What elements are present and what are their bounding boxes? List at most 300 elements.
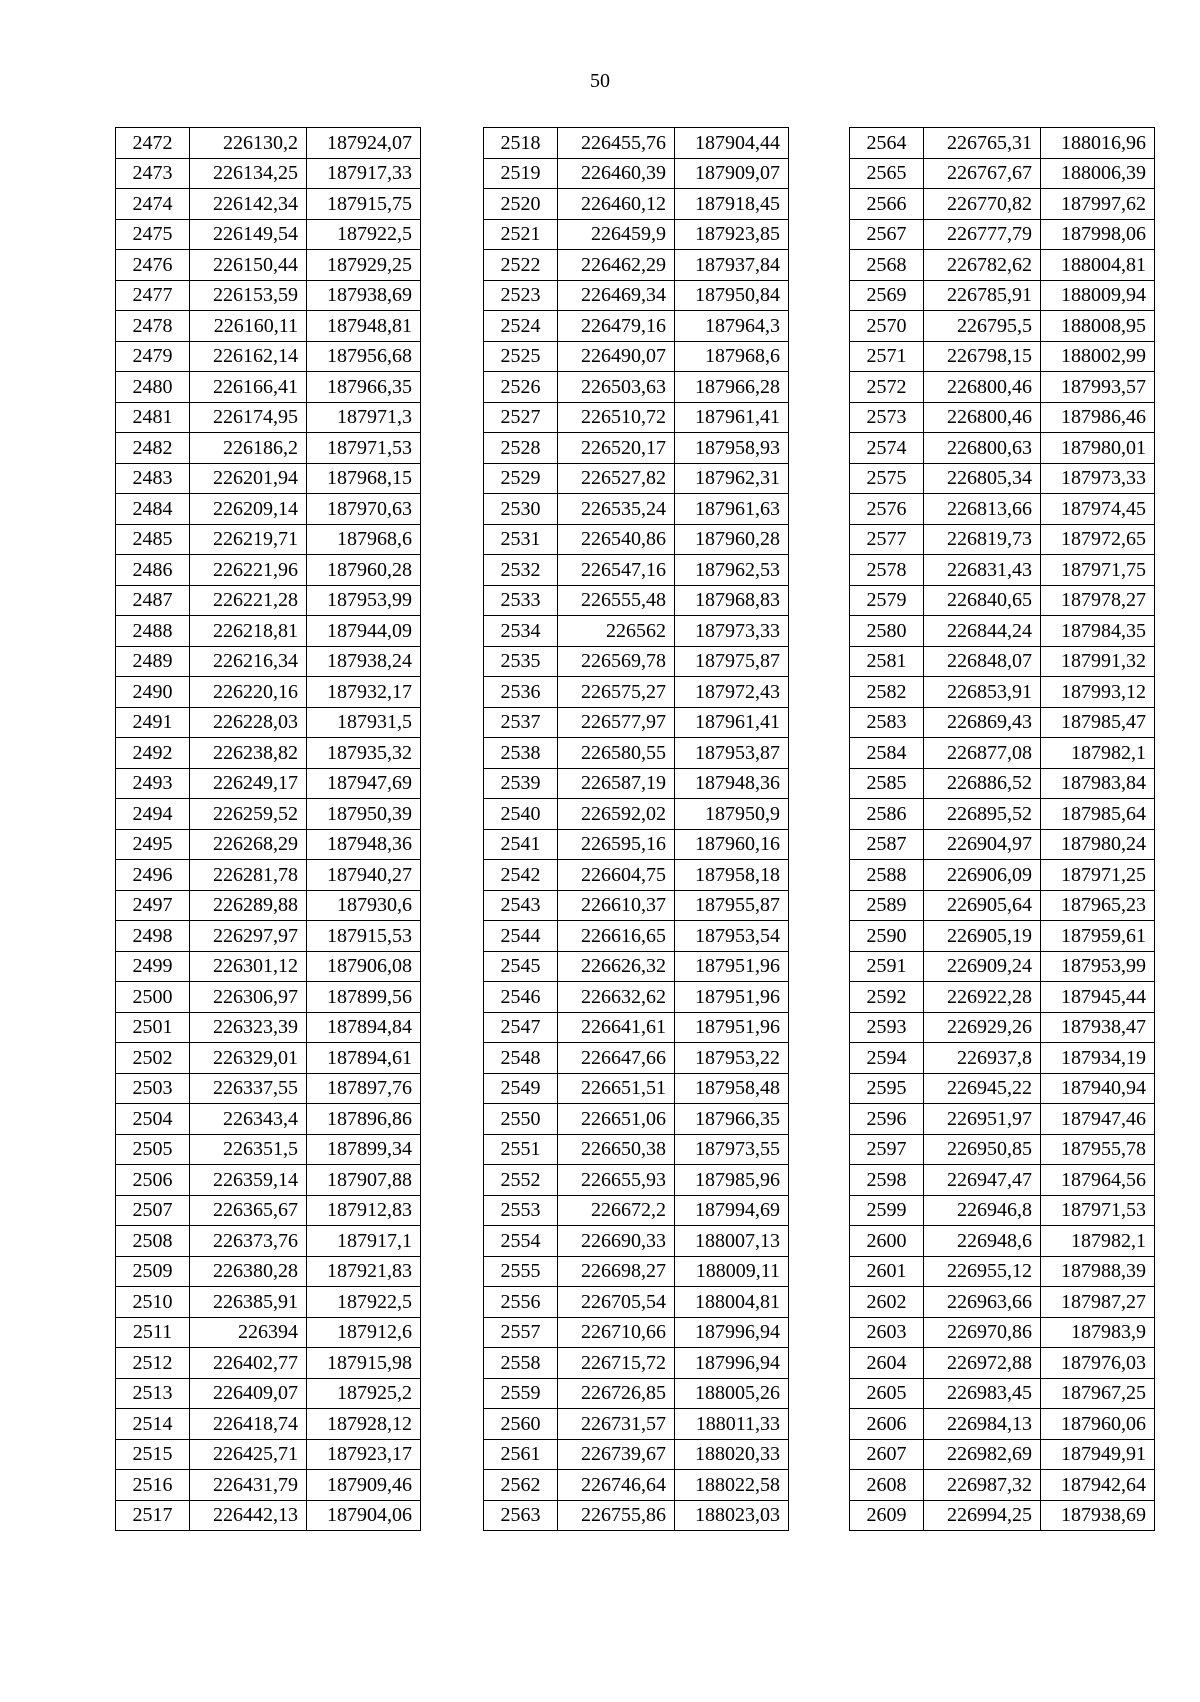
x-coordinate-cell: 226963,66: [924, 1287, 1041, 1318]
x-coordinate-cell: 226359,14: [190, 1165, 307, 1196]
y-coordinate-cell: 187987,27: [1041, 1287, 1155, 1318]
y-coordinate-cell: 187958,48: [675, 1073, 789, 1104]
x-coordinate-cell: 226592,02: [558, 799, 675, 830]
point-number-cell: 2607: [850, 1439, 924, 1470]
table-row: [484, 280, 789, 311]
y-coordinate-cell: 188011,33: [675, 1409, 789, 1440]
table-row: [850, 250, 1155, 281]
y-coordinate-cell: 187896,86: [307, 1104, 421, 1135]
y-coordinate-cell: 187907,88: [307, 1165, 421, 1196]
x-coordinate-cell: 226562: [558, 616, 675, 647]
x-coordinate-cell: 226580,55: [558, 738, 675, 769]
coordinates-table-2: [483, 127, 789, 1531]
point-number-cell: 2497: [116, 890, 190, 921]
table-row: [850, 951, 1155, 982]
x-coordinate-cell: 226785,91: [924, 280, 1041, 311]
y-coordinate-cell: 187938,47: [1041, 1012, 1155, 1043]
y-coordinate-cell: 187930,6: [307, 890, 421, 921]
x-coordinate-cell: 226462,29: [558, 250, 675, 281]
table-row: [484, 158, 789, 189]
table-row: [116, 402, 421, 433]
x-coordinate-cell: 226616,65: [558, 921, 675, 952]
point-number-cell: 2533: [484, 585, 558, 616]
point-number-cell: 2574: [850, 433, 924, 464]
point-number-cell: 2509: [116, 1256, 190, 1287]
table-row: [116, 219, 421, 250]
y-coordinate-cell: 187944,09: [307, 616, 421, 647]
y-coordinate-cell: 187996,94: [675, 1348, 789, 1379]
point-number-cell: 2534: [484, 616, 558, 647]
x-coordinate-cell: 226134,25: [190, 158, 307, 189]
x-coordinate-cell: 226951,97: [924, 1104, 1041, 1135]
table-row: [484, 1195, 789, 1226]
x-coordinate-cell: 226394: [190, 1317, 307, 1348]
y-coordinate-cell: 187962,53: [675, 555, 789, 586]
x-coordinate-cell: 226698,27: [558, 1256, 675, 1287]
y-coordinate-cell: 187968,6: [675, 341, 789, 372]
table-row: [850, 280, 1155, 311]
x-coordinate-cell: 226228,03: [190, 707, 307, 738]
table-row: [484, 982, 789, 1013]
table-row: [850, 646, 1155, 677]
point-number-cell: 2505: [116, 1134, 190, 1165]
table-row: [484, 890, 789, 921]
table-row: [116, 1256, 421, 1287]
x-coordinate-cell: 226869,43: [924, 707, 1041, 738]
point-number-cell: 2584: [850, 738, 924, 769]
table-row: [484, 707, 789, 738]
table-row: [484, 1409, 789, 1440]
point-number-cell: 2539: [484, 768, 558, 799]
y-coordinate-cell: 187960,06: [1041, 1409, 1155, 1440]
point-number-cell: 2524: [484, 311, 558, 342]
point-number-cell: 2519: [484, 158, 558, 189]
table-row: [850, 1226, 1155, 1257]
table-row: [850, 524, 1155, 555]
table-row: [484, 1043, 789, 1074]
y-coordinate-cell: 187894,84: [307, 1012, 421, 1043]
y-coordinate-cell: 187899,56: [307, 982, 421, 1013]
y-coordinate-cell: 187976,03: [1041, 1348, 1155, 1379]
x-coordinate-cell: 226209,14: [190, 494, 307, 525]
table-row: [116, 646, 421, 677]
x-coordinate-cell: 226831,43: [924, 555, 1041, 586]
y-coordinate-cell: 188004,81: [1041, 250, 1155, 281]
x-coordinate-cell: 226972,88: [924, 1348, 1041, 1379]
y-coordinate-cell: 187948,36: [307, 829, 421, 860]
table-row: [850, 616, 1155, 647]
x-coordinate-cell: 226160,11: [190, 311, 307, 342]
x-coordinate-cell: 226289,88: [190, 890, 307, 921]
point-number-cell: 2601: [850, 1256, 924, 1287]
table-row: [850, 1439, 1155, 1470]
table-row: [116, 280, 421, 311]
point-number-cell: 2535: [484, 646, 558, 677]
point-number-cell: 2558: [484, 1348, 558, 1379]
x-coordinate-cell: 226153,59: [190, 280, 307, 311]
y-coordinate-cell: 187966,35: [675, 1104, 789, 1135]
point-number-cell: 2546: [484, 982, 558, 1013]
table-row: [116, 1226, 421, 1257]
x-coordinate-cell: 226238,82: [190, 738, 307, 769]
table-row: [116, 1073, 421, 1104]
x-coordinate-cell: 226895,52: [924, 799, 1041, 830]
point-number-cell: 2600: [850, 1226, 924, 1257]
x-coordinate-cell: 226174,95: [190, 402, 307, 433]
x-coordinate-cell: 226705,54: [558, 1287, 675, 1318]
table-row: [484, 555, 789, 586]
y-coordinate-cell: 187993,12: [1041, 677, 1155, 708]
coordinates-table-1: [115, 127, 421, 1531]
x-coordinate-cell: 226431,79: [190, 1470, 307, 1501]
y-coordinate-cell: 188004,81: [675, 1287, 789, 1318]
table-row: [116, 1470, 421, 1501]
x-coordinate-cell: 226373,76: [190, 1226, 307, 1257]
x-coordinate-cell: 226950,85: [924, 1134, 1041, 1165]
table-row: [116, 1378, 421, 1409]
table-row: [484, 585, 789, 616]
table-row: [850, 1378, 1155, 1409]
point-number-cell: 2606: [850, 1409, 924, 1440]
table-row: [850, 1073, 1155, 1104]
table-row: [484, 1134, 789, 1165]
point-number-cell: 2560: [484, 1409, 558, 1440]
table-row: [116, 250, 421, 281]
table-row: [850, 890, 1155, 921]
point-number-cell: 2603: [850, 1317, 924, 1348]
table-row: [850, 1195, 1155, 1226]
point-number-cell: 2538: [484, 738, 558, 769]
point-number-cell: 2478: [116, 311, 190, 342]
x-coordinate-cell: 226610,37: [558, 890, 675, 921]
y-coordinate-cell: 187964,3: [675, 311, 789, 342]
x-coordinate-cell: 226800,63: [924, 433, 1041, 464]
table-row: [116, 1104, 421, 1135]
point-number-cell: 2480: [116, 372, 190, 403]
x-coordinate-cell: 226503,63: [558, 372, 675, 403]
y-coordinate-cell: 187971,53: [1041, 1195, 1155, 1226]
y-coordinate-cell: 187971,3: [307, 402, 421, 433]
table-row: [484, 1287, 789, 1318]
table-row: [116, 738, 421, 769]
table-row: [116, 311, 421, 342]
y-coordinate-cell: 187994,69: [675, 1195, 789, 1226]
point-number-cell: 2569: [850, 280, 924, 311]
x-coordinate-cell: 226216,34: [190, 646, 307, 677]
point-number-cell: 2514: [116, 1409, 190, 1440]
x-coordinate-cell: 226385,91: [190, 1287, 307, 1318]
y-coordinate-cell: 187899,34: [307, 1134, 421, 1165]
x-coordinate-cell: 226520,17: [558, 433, 675, 464]
y-coordinate-cell: 187971,53: [307, 433, 421, 464]
x-coordinate-cell: 226909,24: [924, 951, 1041, 982]
page-number: 50: [590, 70, 610, 92]
table-row: [116, 1012, 421, 1043]
x-coordinate-cell: 226259,52: [190, 799, 307, 830]
point-number-cell: 2596: [850, 1104, 924, 1135]
x-coordinate-cell: 226365,67: [190, 1195, 307, 1226]
table-row: [484, 1256, 789, 1287]
y-coordinate-cell: 187961,41: [675, 707, 789, 738]
y-coordinate-cell: 188007,13: [675, 1226, 789, 1257]
y-coordinate-cell: 187955,87: [675, 890, 789, 921]
x-coordinate-cell: 226770,82: [924, 189, 1041, 220]
y-coordinate-cell: 187973,55: [675, 1134, 789, 1165]
table-row: [116, 372, 421, 403]
y-coordinate-cell: 187947,69: [307, 768, 421, 799]
table-row: [116, 555, 421, 586]
table-row: [116, 921, 421, 952]
x-coordinate-cell: 226848,07: [924, 646, 1041, 677]
table-row: [850, 372, 1155, 403]
table-row: [850, 1104, 1155, 1135]
point-number-cell: 2578: [850, 555, 924, 586]
table-row: [850, 158, 1155, 189]
y-coordinate-cell: 187953,54: [675, 921, 789, 952]
y-coordinate-cell: 187945,44: [1041, 982, 1155, 1013]
point-number-cell: 2567: [850, 219, 924, 250]
y-coordinate-cell: 187953,99: [307, 585, 421, 616]
y-coordinate-cell: 187962,31: [675, 463, 789, 494]
x-coordinate-cell: 226947,47: [924, 1165, 1041, 1196]
point-number-cell: 2598: [850, 1165, 924, 1196]
point-number-cell: 2492: [116, 738, 190, 769]
x-coordinate-cell: 226510,72: [558, 402, 675, 433]
x-coordinate-cell: 226220,16: [190, 677, 307, 708]
y-coordinate-cell: 187929,25: [307, 250, 421, 281]
table-row: [484, 494, 789, 525]
table-row: [850, 402, 1155, 433]
point-number-cell: 2597: [850, 1134, 924, 1165]
y-coordinate-cell: 187953,22: [675, 1043, 789, 1074]
point-number-cell: 2498: [116, 921, 190, 952]
point-number-cell: 2486: [116, 555, 190, 586]
table-row: [484, 128, 789, 159]
table-row: [116, 463, 421, 494]
point-number-cell: 2592: [850, 982, 924, 1013]
point-number-cell: 2579: [850, 585, 924, 616]
x-coordinate-cell: 226555,48: [558, 585, 675, 616]
table-row: [116, 1287, 421, 1318]
x-coordinate-cell: 226731,57: [558, 1409, 675, 1440]
x-coordinate-cell: 226970,86: [924, 1317, 1041, 1348]
table-row: [484, 829, 789, 860]
y-coordinate-cell: 187915,75: [307, 189, 421, 220]
table-row: [850, 860, 1155, 891]
table-row: [850, 1134, 1155, 1165]
point-number-cell: 2518: [484, 128, 558, 159]
point-number-cell: 2566: [850, 189, 924, 220]
x-coordinate-cell: 226469,34: [558, 280, 675, 311]
point-number-cell: 2605: [850, 1378, 924, 1409]
y-coordinate-cell: 188009,94: [1041, 280, 1155, 311]
table-row: [116, 158, 421, 189]
table-row: [116, 951, 421, 982]
table-row: [116, 1317, 421, 1348]
table-row: [484, 1073, 789, 1104]
x-coordinate-cell: 226715,72: [558, 1348, 675, 1379]
x-coordinate-cell: 226142,34: [190, 189, 307, 220]
point-number-cell: 2542: [484, 860, 558, 891]
x-coordinate-cell: 226840,65: [924, 585, 1041, 616]
y-coordinate-cell: 187953,99: [1041, 951, 1155, 982]
point-number-cell: 2551: [484, 1134, 558, 1165]
point-number-cell: 2493: [116, 768, 190, 799]
point-number-cell: 2549: [484, 1073, 558, 1104]
x-coordinate-cell: 226281,78: [190, 860, 307, 891]
table-row: [850, 1256, 1155, 1287]
table-row: [116, 707, 421, 738]
point-number-cell: 2540: [484, 799, 558, 830]
x-coordinate-cell: 226929,26: [924, 1012, 1041, 1043]
point-number-cell: 2580: [850, 616, 924, 647]
y-coordinate-cell: 187958,18: [675, 860, 789, 891]
table-row: [850, 1043, 1155, 1074]
point-number-cell: 2545: [484, 951, 558, 982]
point-number-cell: 2482: [116, 433, 190, 464]
y-coordinate-cell: 187972,65: [1041, 524, 1155, 555]
x-coordinate-cell: 226459,9: [558, 219, 675, 250]
point-number-cell: 2582: [850, 677, 924, 708]
y-coordinate-cell: 187978,27: [1041, 585, 1155, 616]
point-number-cell: 2590: [850, 921, 924, 952]
table-row: [116, 860, 421, 891]
point-number-cell: 2511: [116, 1317, 190, 1348]
table-row: [850, 433, 1155, 464]
point-number-cell: 2555: [484, 1256, 558, 1287]
point-number-cell: 2591: [850, 951, 924, 982]
point-number-cell: 2525: [484, 341, 558, 372]
y-coordinate-cell: 187912,83: [307, 1195, 421, 1226]
point-number-cell: 2583: [850, 707, 924, 738]
table-row: [484, 1439, 789, 1470]
table-row: [116, 890, 421, 921]
x-coordinate-cell: 226587,19: [558, 768, 675, 799]
table-row: [116, 494, 421, 525]
x-coordinate-cell: 226130,2: [190, 128, 307, 159]
table-row: [116, 1500, 421, 1531]
table-row: [116, 768, 421, 799]
y-coordinate-cell: 187915,53: [307, 921, 421, 952]
table-row: [850, 189, 1155, 220]
x-coordinate-cell: 226268,29: [190, 829, 307, 860]
point-number-cell: 2562: [484, 1470, 558, 1501]
point-number-cell: 2526: [484, 372, 558, 403]
x-coordinate-cell: 226922,28: [924, 982, 1041, 1013]
table-row: [850, 982, 1155, 1013]
y-coordinate-cell: 187897,76: [307, 1073, 421, 1104]
table-row: [484, 646, 789, 677]
point-number-cell: 2516: [116, 1470, 190, 1501]
y-coordinate-cell: 187923,85: [675, 219, 789, 250]
point-number-cell: 2475: [116, 219, 190, 250]
y-coordinate-cell: 187923,17: [307, 1439, 421, 1470]
x-coordinate-cell: 226777,79: [924, 219, 1041, 250]
x-coordinate-cell: 226672,2: [558, 1195, 675, 1226]
point-number-cell: 2512: [116, 1348, 190, 1379]
x-coordinate-cell: 226946,8: [924, 1195, 1041, 1226]
x-coordinate-cell: 226877,08: [924, 738, 1041, 769]
table-row: [484, 1470, 789, 1501]
x-coordinate-cell: 226569,78: [558, 646, 675, 677]
x-coordinate-cell: 226219,71: [190, 524, 307, 555]
x-coordinate-cell: 226905,19: [924, 921, 1041, 952]
x-coordinate-cell: 226409,07: [190, 1378, 307, 1409]
table-row: [484, 738, 789, 769]
y-coordinate-cell: 187961,41: [675, 402, 789, 433]
y-coordinate-cell: 187956,68: [307, 341, 421, 372]
point-number-cell: 2557: [484, 1317, 558, 1348]
table-row: [484, 860, 789, 891]
table-row: [116, 1195, 421, 1226]
y-coordinate-cell: 187917,1: [307, 1226, 421, 1257]
point-number-cell: 2495: [116, 829, 190, 860]
y-coordinate-cell: 187917,33: [307, 158, 421, 189]
x-coordinate-cell: 226984,13: [924, 1409, 1041, 1440]
point-number-cell: 2587: [850, 829, 924, 860]
point-number-cell: 2481: [116, 402, 190, 433]
x-coordinate-cell: 226527,82: [558, 463, 675, 494]
point-number-cell: 2593: [850, 1012, 924, 1043]
point-number-cell: 2522: [484, 250, 558, 281]
y-coordinate-cell: 188009,11: [675, 1256, 789, 1287]
table-row: [484, 1012, 789, 1043]
x-coordinate-cell: 226442,13: [190, 1500, 307, 1531]
table-row: [850, 311, 1155, 342]
y-coordinate-cell: 187922,5: [307, 1287, 421, 1318]
table-row: [850, 768, 1155, 799]
y-coordinate-cell: 187961,63: [675, 494, 789, 525]
point-number-cell: 2527: [484, 402, 558, 433]
y-coordinate-cell: 187940,27: [307, 860, 421, 891]
x-coordinate-cell: 226904,97: [924, 829, 1041, 860]
table-row: [850, 921, 1155, 952]
x-coordinate-cell: 226479,16: [558, 311, 675, 342]
point-number-cell: 2554: [484, 1226, 558, 1257]
x-coordinate-cell: 226710,66: [558, 1317, 675, 1348]
x-coordinate-cell: 226577,97: [558, 707, 675, 738]
y-coordinate-cell: 187972,43: [675, 677, 789, 708]
y-coordinate-cell: 188016,96: [1041, 128, 1155, 159]
x-coordinate-cell: 226301,12: [190, 951, 307, 982]
y-coordinate-cell: 187960,28: [675, 524, 789, 555]
y-coordinate-cell: 187988,39: [1041, 1256, 1155, 1287]
table-row: [116, 433, 421, 464]
y-coordinate-cell: 187968,6: [307, 524, 421, 555]
x-coordinate-cell: 226490,07: [558, 341, 675, 372]
y-coordinate-cell: 187894,61: [307, 1043, 421, 1074]
point-number-cell: 2523: [484, 280, 558, 311]
point-number-cell: 2556: [484, 1287, 558, 1318]
table-row: [116, 1165, 421, 1196]
table-row: [116, 341, 421, 372]
table-row: [116, 1043, 421, 1074]
x-coordinate-cell: 226651,51: [558, 1073, 675, 1104]
y-coordinate-cell: 187948,36: [675, 768, 789, 799]
x-coordinate-cell: 226218,81: [190, 616, 307, 647]
point-number-cell: 2594: [850, 1043, 924, 1074]
y-coordinate-cell: 188023,03: [675, 1500, 789, 1531]
point-number-cell: 2570: [850, 311, 924, 342]
y-coordinate-cell: 187983,9: [1041, 1317, 1155, 1348]
table-row: [850, 1470, 1155, 1501]
table-row: [484, 616, 789, 647]
x-coordinate-cell: 226380,28: [190, 1256, 307, 1287]
table-row: [850, 677, 1155, 708]
y-coordinate-cell: 187938,24: [307, 646, 421, 677]
table-row: [116, 982, 421, 1013]
x-coordinate-cell: 226323,39: [190, 1012, 307, 1043]
